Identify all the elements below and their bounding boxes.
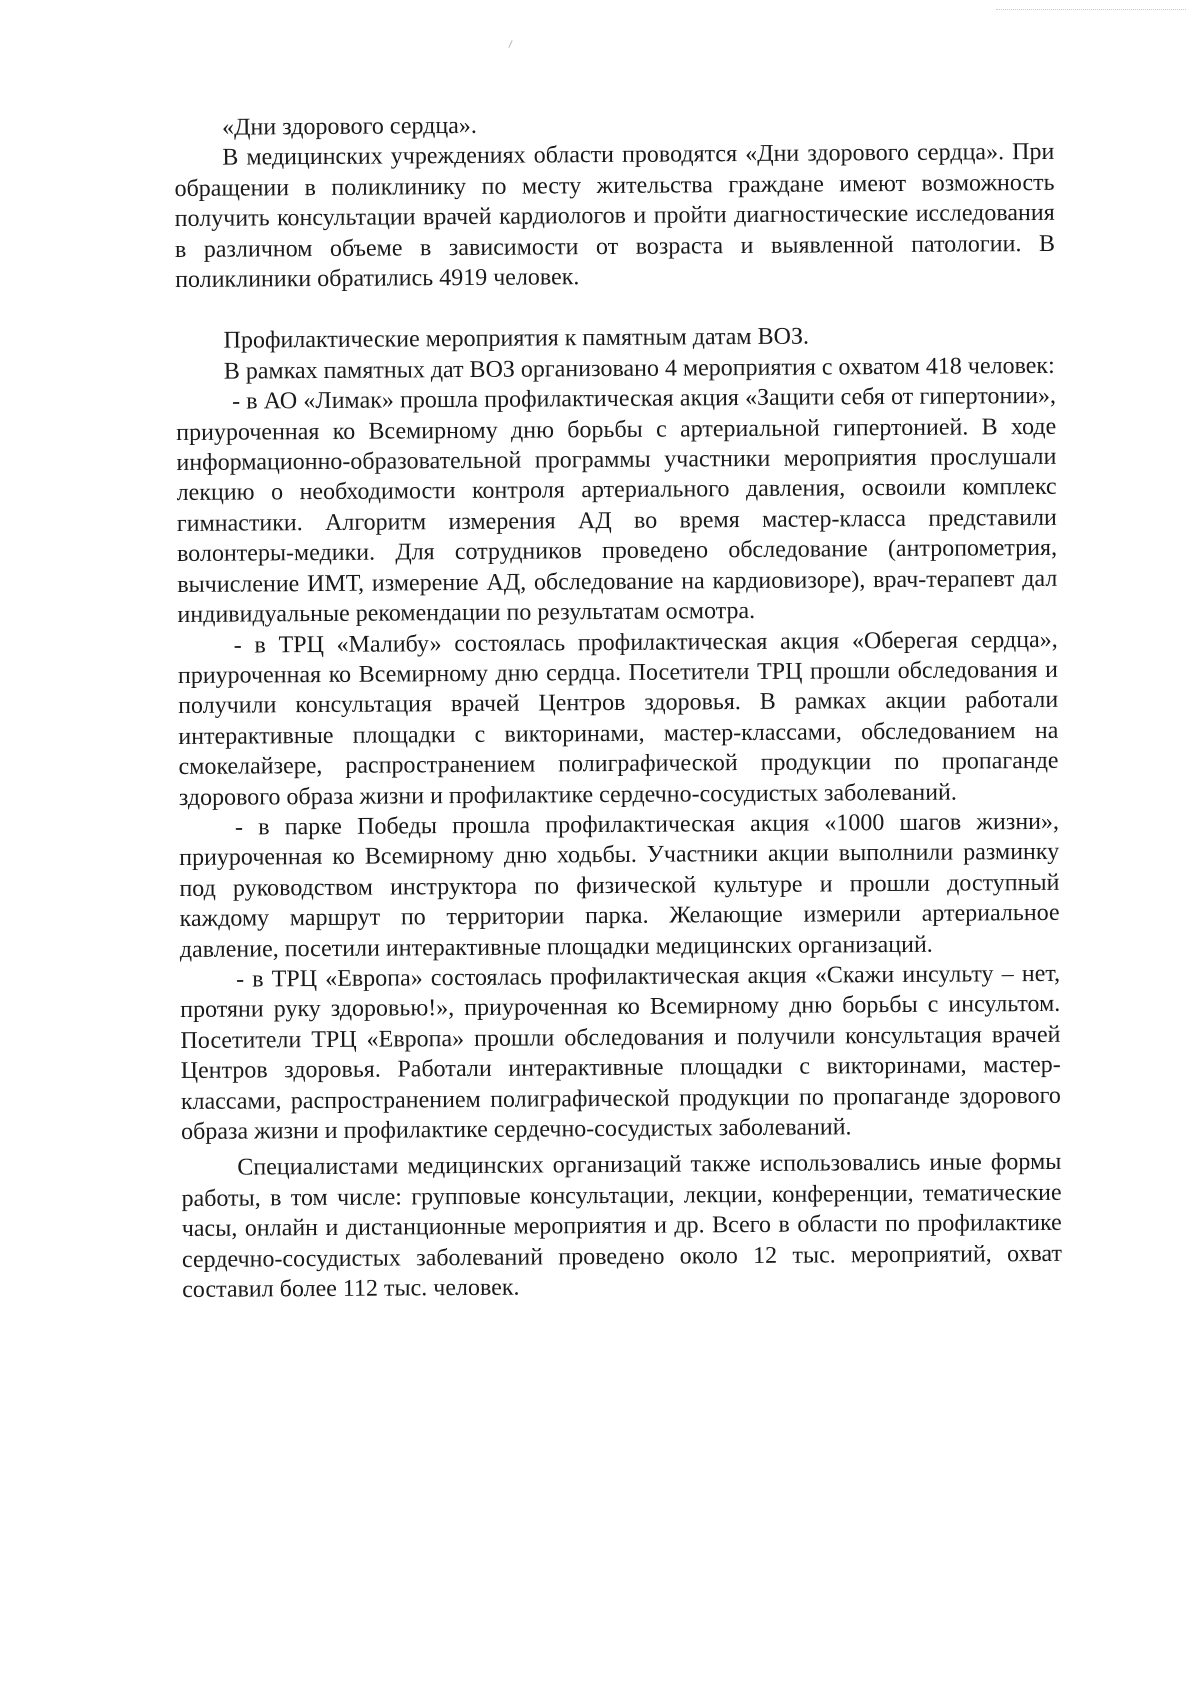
scan-artifact-line <box>996 9 1186 11</box>
paragraph-who-dates-intro: В рамках памятных дат ВОЗ организовано 4 мероприятия с охватом 418 человек: <box>223 352 1055 385</box>
list-item-europa: - в ТРЦ «Европа» состоялась профилактическая акция «Скажи инсульту – нет, протяни руку здоровью!», приуроченная ко Всемирному дню борьбы с инсультом. Посетители ТРЦ «Европа» прошли обследования и получили консультация врачей Центров здоровья. Работали интерактивные площадки с викторинами, мастер-классами, распространением полиграфической продукции по пропаганде здорового образа жизни и профилактике сердечно-сосудистых заболеваний. <box>180 960 1061 1145</box>
list-item-victory-park: - в парке Победы прошла профилактическая акция «1000 шагов жизни», приуроченная ко Всемирному дню ходьбы. Участники акции выполнили разминку под руководством инструктора по физической культуре и прошли доступный каждому маршрут по территории парка. Желающие измерили артериальное давление, посетили интерактивные площадки медицинских организаций. <box>179 808 1060 963</box>
list-item-limak: - в АО «Лимак» прошла профилактическая акция «Защити себя от гипертонии», приуроченная ко Всемирному дню борьбы с артериальной гипертонией. В ходе информационно-образовательной программы участники мероприятия прослушали лекцию о необходимости контроля артериального давления, освоили комплекс гимнастики. Алгоритм измерения АД во время мастер-класса представили волонтеры-медики. Для сотрудников проведено обследование (антропометрия, вычисление ИМТ, измерение АД, обследование на кардиовизоре), врач-терапевт дал индивидуальные рекомендации по результатам осмотра. <box>176 383 1058 629</box>
scan-artifact-tick <box>508 40 512 48</box>
list-item-malibu: - в ТРЦ «Малибу» состоялась профилактическая акция «Оберегая сердца», приуроченная ко Всемирному дню сердца. Посетители ТРЦ прошли обследования и получили консультация врачей Центров здоровья. В рамках акции работали интерактивные площадки с викторинами, мастер-классами, обследованием на смокелайзере, распространением полиграфической продукции по пропаганде здорового образа жизни и профилактике сердечно-сосудистых заболеваний. <box>177 626 1059 811</box>
document-body <box>174 107 1062 1306</box>
section-heading-who-dates: Профилактические мероприятия к памятным датам ВОЗ. <box>223 324 810 355</box>
section-heading-healthy-heart-days: «Дни здорового сердца». <box>222 112 477 141</box>
paragraph-healthy-heart-days: В медицинских учреждениях области проводятся «Дни здорового сердца». При обращении в поликлинику по месту жительства граждане имеют возможность получить консультации врачей кардиологов и пройти диагностические исследования в различном объеме в зависимости от возраста и выявленной патологии. В поликлиники обратились 4919 человек. <box>174 139 1056 294</box>
paragraph-closing-summary: Специалистами медицинских организаций также использовались иные формы работы, в том числе: групповые консультации, лекции, конференции, тематические часы, онлайн и дистанционные мероприятия и др. Всего в области по профилактике сердечно-сосудистых заболеваний проведено около 12 тыс. мероприятий, охват составил более 112 тыс. человек. <box>181 1149 1063 1304</box>
